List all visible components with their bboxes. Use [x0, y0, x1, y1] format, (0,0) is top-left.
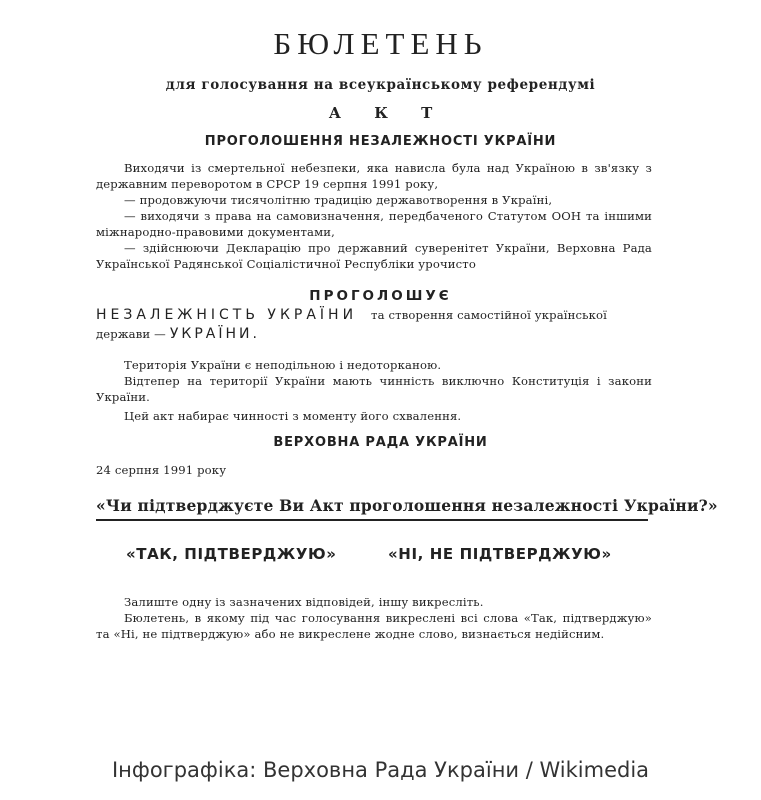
answer-yes[interactable]: «ТАК, ПІДТВЕРДЖУЮ» — [126, 545, 337, 563]
referendum-question: «Чи підтверджуєте Ви Акт проголошення незалежності України?» — [96, 496, 718, 515]
signature: ВЕРХОВНА РАДА УКРАЇНИ — [273, 435, 488, 450]
instruction: Бюлетень, в якому під час голосування викреслені всі слова «Так, підтверджую» та «Ні, не підтверджую» або не викреслене жодне слово, визнається недійсним. — [96, 611, 652, 641]
state-ukraine: УКРАЇНИ. — [169, 326, 260, 342]
question-underline — [96, 519, 648, 521]
act-date: 24 серпня 1991 року — [96, 463, 227, 477]
provision: Цей акт набирає чинності з моменту його схвалення. — [124, 409, 462, 423]
independence-text: та створення самостійної української — [371, 308, 608, 322]
proclaims-heading: ПРОГОЛОШУЄ — [309, 288, 452, 304]
ballot-title: БЮЛЕТЕНЬ — [273, 26, 488, 61]
provisions — [96, 357, 652, 424]
provision: Відтепер на території України мають чинність виключно Конституція і закони України. — [96, 374, 652, 404]
provision: Територія України є неподільною і недоторканою. — [124, 358, 442, 372]
act-heading: А К Т — [328, 104, 447, 122]
preamble-paragraph: Виходячи із смертельної небезпеки, яка нависла була над Україною в зв'язку з державним переворотом в СРСР 19 серпня 1991 року, — [96, 161, 652, 191]
instruction: Залиште одну із зазначених відповідей, іншу викресліть. — [124, 595, 484, 609]
preamble-paragraph: — виходячи з права на самовизначення, передбаченого Статутом ООН та іншими міжнародно-правовими документами, — [96, 209, 652, 239]
independence-line — [96, 306, 656, 324]
preamble-paragraph: — продовжуючи тисячолітню традицію державотворення в Україні, — [124, 193, 553, 207]
ballot-subtitle: для голосування на всеукраїнському референдумі — [165, 77, 596, 93]
independence-title: НЕЗАЛЕЖНІСТЬ УКРАЇНИ — [96, 307, 358, 323]
answer-no[interactable]: «НІ, НЕ ПІДТВЕРДЖУЮ» — [388, 545, 612, 563]
state-prefix: держави — — [96, 327, 166, 341]
image-caption: Інфографіка: Верховна Рада України / Wikimedia — [111, 758, 650, 782]
state-line — [96, 325, 260, 343]
preamble-paragraph: — здійснюючи Декларацію про державний суверенітет України, Верховна Рада Української Радянської Соціалістичної Республіки урочисто — [96, 241, 652, 271]
preamble — [96, 160, 652, 272]
act-title: ПРОГОЛОШЕННЯ НЕЗАЛЕЖНОСТІ УКРАЇНИ — [204, 134, 557, 149]
instructions — [96, 594, 652, 642]
